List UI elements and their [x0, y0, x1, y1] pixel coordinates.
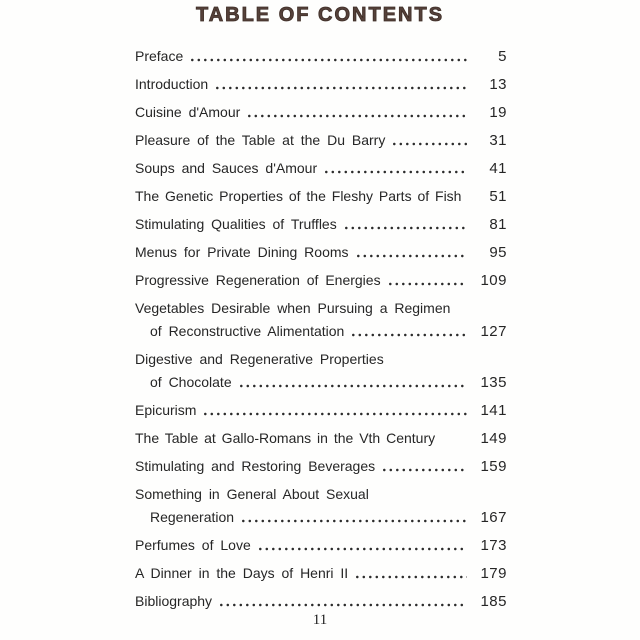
toc-entry-label: Stimulating and Restoring Beverages: [135, 458, 376, 474]
dot-leader: [345, 226, 467, 230]
toc-entry: [135, 270, 507, 290]
page-title: TABLE OF CONTENTS: [195, 4, 445, 26]
toc-entry-page: 95: [489, 244, 507, 261]
dot-leader: [216, 86, 467, 90]
toc-entry-label: A Dinner in the Days of Henri II: [135, 565, 349, 581]
toc-entry-label: Epicurism: [135, 402, 197, 418]
toc-entry-page: 135: [480, 374, 507, 391]
table-of-contents: [135, 46, 507, 619]
toc-entry-page: 81: [489, 216, 507, 233]
dot-leader: [204, 412, 467, 416]
toc-entry-page: 127: [480, 323, 507, 340]
toc-entry: [135, 186, 507, 206]
toc-entry-label: The Genetic Properties of the Fleshy Parts of Fish: [135, 188, 462, 204]
dot-leader: [352, 333, 467, 337]
toc-entry-label: The Table at Gallo-Romans in the Vth Century: [135, 430, 436, 446]
toc-entry: [135, 535, 507, 555]
toc-entry-label: Digestive and Regenerative Properties: [135, 351, 384, 367]
dot-leader: [259, 547, 467, 551]
dot-leader: [463, 202, 473, 206]
dot-leader: [248, 114, 467, 118]
toc-entry-label: Stimulating Qualities of Truffles: [135, 216, 337, 232]
toc-entry-label: Menus for Private Dining Rooms: [135, 244, 349, 260]
toc-entry: [135, 102, 507, 122]
toc-entry: [135, 242, 507, 262]
toc-entry: [135, 563, 507, 583]
toc-entry-page: 179: [480, 565, 507, 582]
dot-leader: [389, 282, 467, 286]
toc-entry: [135, 298, 507, 341]
toc-entry-page: 141: [480, 402, 507, 419]
toc-entry-label: Soups and Sauces d'Amour: [135, 160, 318, 176]
dot-leader: [393, 142, 467, 146]
toc-entry-label-continued: of Chocolate: [150, 374, 232, 390]
dot-leader: [220, 603, 467, 607]
toc-entry: [135, 214, 507, 234]
toc-entry-page: 31: [489, 132, 507, 149]
dot-leader: [357, 254, 467, 258]
toc-entry-label: Bibliography: [135, 593, 213, 609]
toc-entry-page: 159: [480, 458, 507, 475]
toc-entry-page: 167: [480, 509, 507, 526]
toc-entry: [135, 484, 507, 527]
folio-page-number: 11: [312, 612, 328, 628]
toc-entry: [135, 349, 507, 392]
toc-entry: [135, 158, 507, 178]
dot-leader: [325, 170, 467, 174]
toc-entry: [135, 130, 507, 150]
toc-entry-page: 51: [489, 188, 507, 205]
toc-entry-page: 109: [480, 272, 507, 289]
toc-entry-label: Pleasure of the Table at the Du Barry: [135, 132, 386, 148]
toc-entry-label: Progressive Regeneration of Energies: [135, 272, 381, 288]
toc-entry: [135, 46, 507, 66]
toc-entry: [135, 456, 507, 476]
toc-entry-label: Preface: [135, 48, 184, 64]
dot-leader: [437, 444, 473, 448]
toc-entry-label: Vegetables Desirable when Pursuing a Regimen: [135, 300, 451, 316]
toc-entry-label: Perfumes of Love: [135, 537, 251, 553]
toc-entry: [135, 74, 507, 94]
dot-leader: [242, 519, 467, 523]
toc-entry-page: 41: [489, 160, 507, 177]
toc-entry-label-continued: of Reconstructive Alimentation: [150, 323, 345, 339]
toc-entry: [135, 400, 507, 420]
dot-leader: [356, 575, 467, 579]
toc-entry-page: 173: [480, 537, 507, 554]
toc-entry-label: Introduction: [135, 76, 209, 92]
toc-entry: [135, 591, 507, 611]
dot-leader: [383, 468, 467, 472]
toc-entry-label-continued: Regeneration: [150, 509, 235, 525]
toc-entry-page: 5: [498, 48, 507, 65]
toc-entry-page: 149: [480, 430, 507, 447]
toc-entry-page: 185: [480, 593, 507, 610]
toc-entry-page: 13: [489, 76, 507, 93]
toc-entry-page: 19: [489, 104, 507, 121]
dot-leader: [240, 384, 467, 388]
dot-leader: [191, 58, 467, 62]
toc-entry-label: Something in General About Sexual: [135, 486, 369, 502]
toc-entry-label: Cuisine d'Amour: [135, 104, 241, 120]
toc-entry: [135, 428, 507, 448]
